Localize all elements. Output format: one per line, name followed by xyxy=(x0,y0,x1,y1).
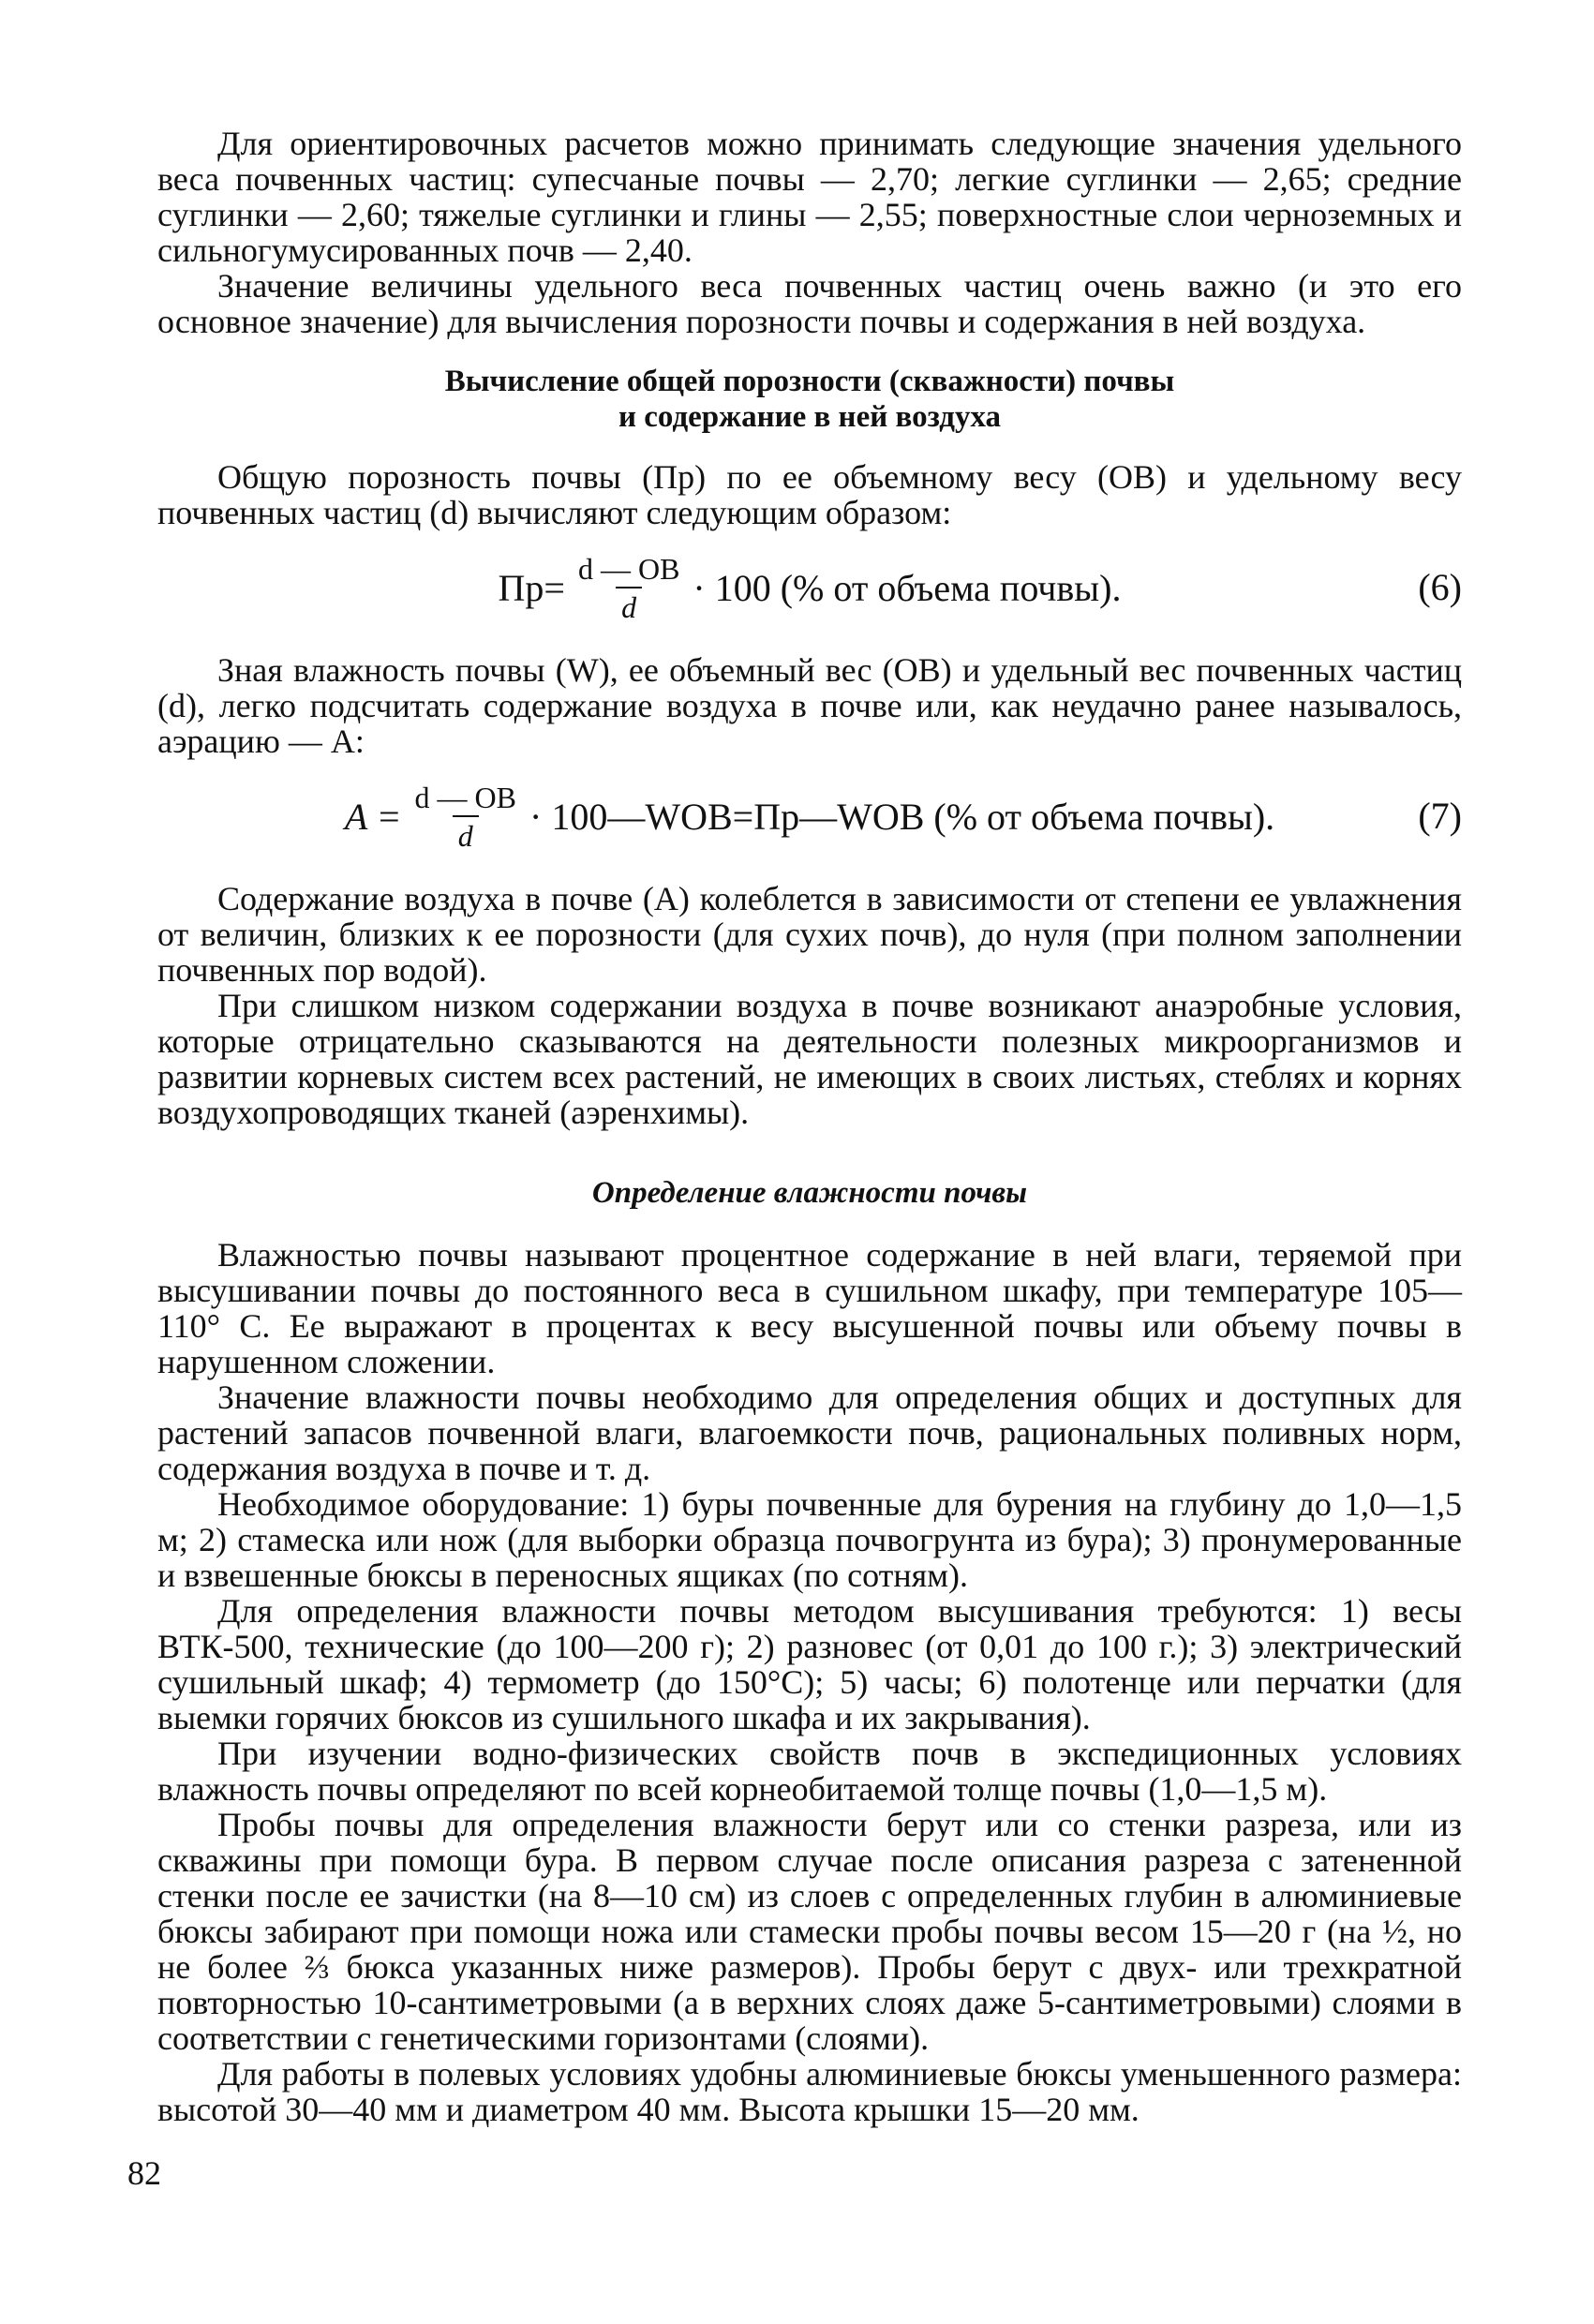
formula-6-number: (6) xyxy=(1418,566,1462,608)
section-heading-porosity-line1: Вычисление общей порозности (скважности) почвы xyxy=(444,365,1175,398)
formula-7-denominator: d xyxy=(453,815,479,855)
paragraph-drying-method: Для определения влажности почвы методом высушивания требуются: 1) весы ВТК-500, технические (до 100—200 г); 2) разновес (от 0,01 до 100 г.); 3) электрический сушильный шкаф; 4) термометр (до 150°С); 5) часы; 6) полотенце или перчатки (для выемки горячих бюксов из сушильного шкафа и их закрывания). xyxy=(157,1592,1462,1736)
formula-7-numerator: d — ОВ xyxy=(414,781,516,814)
formula-6-denominator: d xyxy=(616,587,642,626)
paragraph-equipment: Необходимое оборудование: 1) буры почвенные для бурения на глубину до 1,0—1,5 м; 2) стамеска или нож (для выборки образца почвогрунта из бура); 3) пронумерованные и взвешенные бюксы в переносных ящиках (по сотням). xyxy=(157,1485,1462,1594)
paragraph-expedition-conditions: При изучении водно-физических свойств почв в экспедиционных условиях влажность почвы определяют по всей корнеобитаемой толще почвы (1,0—1,5 м). xyxy=(157,1735,1462,1808)
paragraph-moisture-definition: Влажностью почвы называют процентное содержание в ней влаги, теряемой при высушивании почвы до постоянного веса в сушильном шкафу, при температуре 105—110° С. Ее выражают в процентах к весу высушенной почвы или объему почвы в нарушенном сложении. xyxy=(157,1236,1462,1380)
paragraph-specific-weight-values: Для ориентировочных расчетов можно принимать следующие значения удельного веса почвенных частиц: супесчаные почвы — 2,70; легкие суглинки — 2,65; средние суглинки — 2,60; тяжелые суглинки и глины — 2,55; поверхностные слои черноземных и сильногумусированных почв — 2,40. xyxy=(157,125,1462,269)
formula-6 xyxy=(157,544,1462,633)
paragraph-porosity-intro: Общую порозность почвы (Пр) по ее объемному весу (ОВ) и удельному весу почвенных частиц (d) вычисляют следующим образом: xyxy=(157,458,1462,531)
formula-7 xyxy=(157,772,1462,862)
formula-7-rhs: · 100—WОВ=Пр—WОВ (% от объема почвы). xyxy=(529,796,1275,838)
paragraph-field-boxes: Для работы в полевых условиях удобны алюминиевые бюксы уменьшенного размера: высотой 30—40 мм и диаметром 40 мм. Высота крышки 15—20 мм. xyxy=(157,2055,1462,2128)
formula-7-fraction xyxy=(410,780,522,855)
paragraph-specific-weight-importance: Значение величины удельного веса почвенных частиц очень важно (и это его основное значение) для вычисления порозности почвы и содержания в ней воздуха. xyxy=(157,267,1462,340)
page-number: 82 xyxy=(127,2154,161,2192)
section-heading-moisture: Определение влажности почвы xyxy=(591,1176,1028,1210)
formula-6-lhs: Пр= xyxy=(498,567,565,609)
paragraph-anaerobic-conditions: При слишком низком содержании воздуха в почве возникают анаэробные условия, которые отрицательно сказываются на деятельности полезных микроорганизмов и развитии корневых систем всех растений, не имеющих в своих листьях, стеблях и корнях воздухопроводящих тканей (аэренхимы). xyxy=(157,987,1462,1131)
formula-6-fraction xyxy=(573,551,685,626)
formula-6-numerator: d — ОВ xyxy=(577,552,680,586)
paragraph-aeration-intro: Зная влажность почвы (W), ее объемный вес (ОВ) и удельный вес почвенных частиц (d), легко подсчитать содержание воздуха в почве или, как неудачно ранее называлось, аэрацию — А: xyxy=(157,651,1462,760)
formula-7-lhs: A = xyxy=(344,796,402,838)
formula-7-number: (7) xyxy=(1418,795,1462,837)
paragraph-air-content: Содержание воздуха в почве (А) колеблется в зависимости от степени ее увлажнения от величин, близких к ее порозности (для сухих почв), до нуля (при полном заполнении почвенных пор водой). xyxy=(157,880,1462,989)
page-content xyxy=(157,126,1462,2127)
section-heading-porosity xyxy=(157,364,1462,435)
paragraph-sampling: Пробы почвы для определения влажности берут или со стенки разреза, или из скважины при помощи бура. В первом случае после описания разреза с затененной стенки после ее зачистки (на 8—10 см) из слоев с определенных глубин в алюминиевые бюксы забирают при помощи ножа или стамески пробы почвы весом 15—20 г (на ½, но не более ⅔ бюкса указанных ниже размеров). Пробы берут с двух- или трехкратной повторностью 10-сантиметровыми (а в верхних слоях даже 5-сантиметровыми) слоями в соответствии с генетическими горизонтами (слоями). xyxy=(157,1806,1462,2057)
paragraph-moisture-importance: Значение влажности почвы необходимо для определения общих и доступных для растений запасов почвенной влаги, влагоемкости почв, рациональных поливных норм, содержания воздуха в почве и т. д. xyxy=(157,1378,1462,1487)
formula-6-rhs: · 100 (% от объема почвы). xyxy=(693,567,1122,609)
section-heading-porosity-line2: и содержание в ней воздуха xyxy=(618,400,1002,434)
